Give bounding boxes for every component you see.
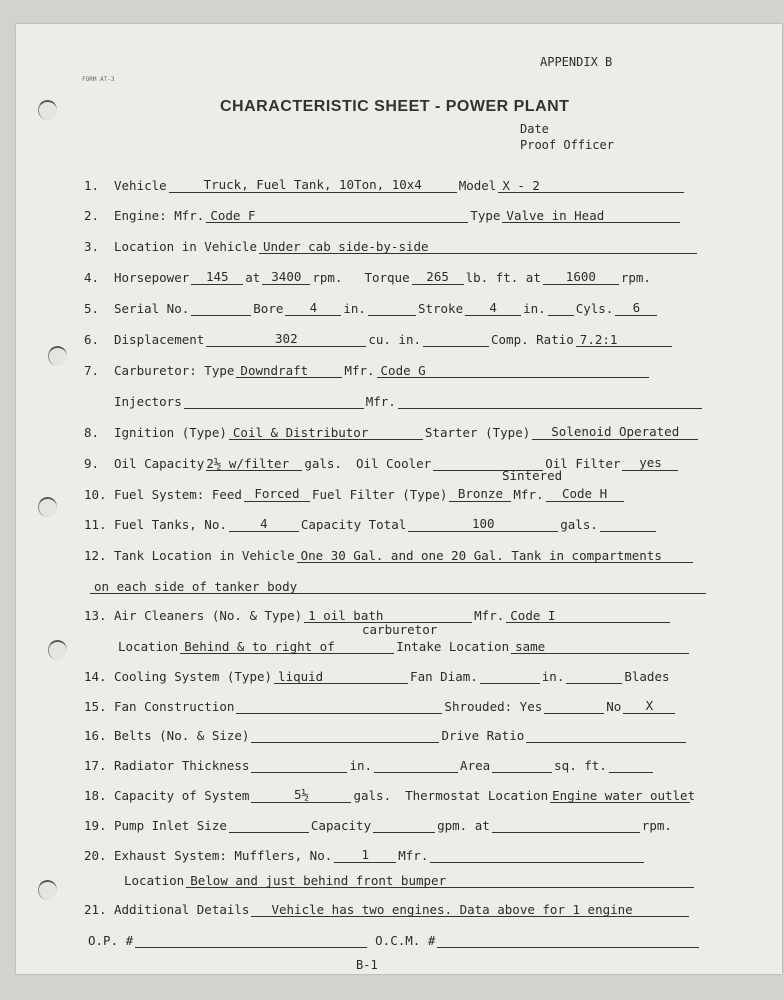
in-label: in. [523, 301, 546, 316]
tank-location-field-2[interactable]: on each side of tanker body [90, 579, 706, 594]
punch-hole [38, 100, 57, 120]
serial-label: Serial No. [114, 301, 190, 316]
ocm-field[interactable] [437, 932, 699, 948]
item-air-cleaner-location [118, 636, 691, 654]
gals-label: gals. [353, 788, 392, 803]
blank-field[interactable] [609, 757, 653, 773]
additional-details-field[interactable]: Vehicle has two engines. Data above for 1 engine [251, 902, 689, 917]
air-cleaners-mfr-field[interactable]: Code I [506, 608, 670, 623]
at-label: at [245, 270, 261, 285]
engine-type-field[interactable]: Valve in Head [502, 208, 680, 223]
engine-type-label: Type [470, 208, 501, 223]
fuel-filter-field[interactable]: Bronze [449, 486, 511, 502]
item-number: 1. [84, 178, 100, 193]
displacement-field[interactable]: 302 [206, 331, 366, 347]
area-label: Area [460, 758, 491, 773]
blades-label: Blades [624, 669, 670, 684]
location-label: Location [118, 639, 179, 654]
pump-capacity-field[interactable] [373, 817, 435, 833]
item-number: 19. [84, 818, 107, 833]
item-number: 6. [84, 332, 100, 347]
ratio-label: Comp. Ratio [491, 332, 574, 347]
capacity-total-field[interactable]: 100 [408, 516, 558, 532]
item-exhaust-location [124, 870, 696, 888]
mufflers-label: Exhaust System: Mufflers, No. [114, 848, 333, 863]
starter-field[interactable]: Solenoid Operated [532, 424, 698, 440]
item-number: 5. [84, 301, 100, 316]
mfr-label: Mfr. [474, 608, 505, 623]
oil-filter-label: Oil Filter [545, 456, 621, 471]
oil-filter-field[interactable]: yes [622, 455, 678, 471]
item-serial [84, 298, 659, 316]
torque-label: Torque [364, 270, 410, 285]
injectors-label: Injectors [114, 394, 182, 409]
blank-field[interactable] [600, 516, 656, 532]
item-additional [84, 899, 691, 917]
vehicle-field[interactable]: Truck, Fuel Tank, 10Ton, 10x4 [169, 177, 457, 193]
oil-capacity-label: Oil Capacity [114, 456, 205, 471]
cooling-system-field[interactable]: liquid [274, 669, 408, 684]
model-label: Model [458, 178, 497, 193]
capacity-field[interactable]: 5½ [251, 787, 351, 803]
bore-label: Bore [253, 301, 284, 316]
page-title: CHARACTERISTIC SHEET - POWER PLANT [220, 98, 570, 115]
shrouded-yes-field[interactable] [544, 698, 604, 714]
location-label: Location in Vehicle [114, 239, 257, 254]
item-fuel-tanks [84, 514, 658, 532]
item-number: 8. [84, 425, 100, 440]
belts-field[interactable] [251, 727, 439, 743]
area-field[interactable] [492, 757, 552, 773]
horsepower-label: Horsepower [114, 270, 190, 285]
in-label: in. [343, 301, 366, 316]
radiator-thickness-label: Radiator Thickness [114, 758, 250, 773]
rpm-label: rpm. [641, 818, 672, 833]
item-number: 9. [84, 456, 100, 471]
item-tank-location [84, 545, 695, 563]
air-cleaners-label: Air Cleaners (No. & Type) [114, 608, 303, 623]
cuin-label: cu. in. [368, 332, 421, 347]
air-cleaners-field[interactable]: 1 oil bath [304, 608, 472, 623]
item-number: 11. [84, 517, 107, 532]
item-belts [84, 725, 688, 743]
item-pump [84, 815, 672, 833]
engine-mfr-field[interactable]: Code F [206, 208, 468, 223]
cyls-label: Cyls. [575, 301, 614, 316]
carburetor-mfr-field[interactable]: Code G [377, 363, 649, 378]
cooling-system-label: Cooling System (Type) [114, 669, 273, 684]
capacity-total-label: Capacity Total [300, 517, 407, 532]
item-number: 12. [84, 548, 107, 563]
horsepower-field[interactable]: 145 [191, 269, 243, 285]
mfr-label: Mfr. [398, 848, 429, 863]
op-label: O.P. # [88, 933, 134, 948]
blank-field[interactable] [368, 300, 416, 316]
sqft-label: sq. ft. [554, 758, 607, 773]
fuel-filter-note: Sintered [502, 468, 563, 483]
capacity-label: Capacity [310, 818, 372, 833]
pump-rpm-field[interactable] [492, 817, 640, 833]
punch-hole [38, 497, 57, 517]
rpm-label: rpm. [620, 270, 651, 285]
fuel-tanks-label: Fuel Tanks, No. [114, 517, 227, 532]
in-label: in. [541, 669, 565, 684]
ignition-field[interactable]: Coil & Distributor [229, 425, 423, 440]
item-number: 16. [84, 728, 107, 743]
blank-field[interactable] [548, 300, 574, 316]
item-air-cleaners [84, 605, 672, 623]
item-fan-construction [84, 696, 677, 714]
pump-inlet-label: Pump Inlet Size [114, 818, 227, 833]
rpm-label: rpm. [312, 270, 343, 285]
item-horsepower [84, 267, 651, 285]
blades-field[interactable] [566, 668, 622, 684]
thermostat-location-field[interactable]: Engine water outlet [552, 788, 696, 803]
thermostat-location-label: Thermostat Location [405, 788, 549, 803]
proof-officer-label: Proof Officer [520, 138, 614, 152]
vehicle-label: Vehicle [114, 178, 167, 193]
injectors-field[interactable] [184, 393, 364, 409]
item-number: 20. [84, 848, 107, 863]
fan-construction-field[interactable] [236, 698, 442, 714]
item-number: 7. [84, 363, 100, 378]
item-ignition [84, 422, 700, 440]
item-number: 18. [84, 788, 107, 803]
item-number: 17. [84, 758, 107, 773]
item-cooling [84, 666, 670, 684]
item-number: 21. [84, 902, 107, 917]
hp-rpm-field[interactable]: 3400 [262, 269, 310, 285]
fan-construction-label: Fan Construction [114, 699, 235, 714]
mfr-label: Mfr. [365, 394, 396, 409]
engine-mfr-label: Engine: Mfr. [114, 208, 205, 223]
item-injectors [114, 391, 704, 409]
form-code: FORM AT-3 [82, 76, 115, 83]
oil-cooler-label: Oil Cooler [355, 456, 432, 471]
gals-label: gals. [560, 517, 598, 532]
fuel-feed-field[interactable]: Forced [244, 486, 310, 502]
carburetor-type-field[interactable]: Downdraft [236, 363, 342, 378]
mufflers-mfr-field[interactable] [430, 847, 644, 863]
fuel-tanks-field[interactable]: 4 [229, 516, 299, 532]
item-tank-location-cont [88, 576, 708, 594]
item-vehicle [84, 175, 686, 193]
item-number: 10. [84, 487, 107, 502]
mufflers-field[interactable]: 1 [334, 847, 396, 863]
mfr-label: Mfr. [344, 363, 375, 378]
item-location [84, 236, 699, 254]
oil-capacity-field[interactable]: 2½ w/filter [206, 456, 302, 471]
item-number: 4. [84, 270, 100, 285]
item-number: 15. [84, 699, 107, 714]
fan-diam-label: Fan Diam. [410, 669, 478, 684]
punch-hole [48, 346, 67, 366]
appendix-label: APPENDIX B [540, 55, 613, 69]
item-fuel-system [84, 484, 626, 502]
item-displacement [84, 329, 674, 347]
pump-inlet-field[interactable] [229, 817, 309, 833]
fuel-feed-label: Fuel System: Feed [114, 487, 242, 502]
item-number: 14. [84, 669, 107, 684]
item-carburetor [84, 360, 651, 378]
displacement-label: Displacement [114, 332, 205, 347]
torque-rpm-field[interactable]: 1600 [543, 269, 619, 285]
torque-field[interactable]: 265 [412, 269, 464, 285]
blank-field[interactable] [374, 757, 458, 773]
carburetor-type-label: Carburetor: Type [114, 363, 235, 378]
gpm-label: gpm. at [437, 818, 490, 833]
radiator-thickness-field[interactable] [251, 757, 347, 773]
location-label: Location [124, 873, 185, 888]
page-number: B-1 [356, 958, 378, 972]
cyls-field[interactable]: 6 [615, 300, 657, 316]
air-cleaner-location-note: carburetor [362, 622, 438, 637]
capacity-label: Capacity of System [114, 788, 250, 803]
in-label: in. [349, 758, 373, 773]
op-field[interactable] [135, 932, 367, 948]
punch-hole [48, 640, 67, 660]
belts-label: Belts (No. & Size) [114, 728, 250, 743]
intake-location-label: Intake Location [396, 639, 510, 654]
tank-location-label: Tank Location in Vehicle [114, 548, 295, 563]
ignition-label: Ignition (Type) [114, 425, 227, 440]
item-engine [84, 205, 682, 223]
item-op-ocm [88, 930, 701, 948]
additional-details-label: Additional Details [114, 902, 250, 917]
stroke-field[interactable]: 4 [465, 300, 521, 316]
shrouded-no-field[interactable]: X [623, 698, 675, 714]
intake-location-field[interactable]: same [511, 639, 689, 654]
drive-ratio-label: Drive Ratio [441, 728, 525, 743]
injectors-mfr-field[interactable] [398, 393, 702, 409]
tank-location-field[interactable]: One 30 Gal. and one 20 Gal. Tank in compartments [297, 548, 693, 563]
gals-label: gals. [304, 456, 342, 471]
item-capacity [84, 785, 696, 803]
serial-field[interactable] [191, 300, 251, 316]
shrouded-yes-label: Shrouded: Yes [444, 699, 543, 714]
fuel-mfr-field[interactable]: Code H [546, 486, 624, 502]
location-field[interactable]: Under cab side-by-side [259, 239, 697, 254]
item-exhaust [84, 845, 646, 863]
blank-field[interactable] [423, 331, 489, 347]
item-number: 13. [84, 608, 107, 623]
mfr-label: Mfr. [513, 487, 544, 502]
drive-ratio-field[interactable] [526, 727, 686, 743]
shrouded-no-label: No [606, 699, 622, 714]
fan-diam-field[interactable] [480, 668, 540, 684]
fuel-filter-label: Fuel Filter (Type) [311, 487, 448, 502]
item-number: 2. [84, 208, 100, 223]
punch-hole [38, 880, 57, 900]
starter-label: Starter (Type) [424, 425, 531, 440]
item-radiator [84, 755, 655, 773]
air-location-field[interactable]: Behind & to right of [180, 639, 394, 654]
stroke-label: Stroke [417, 301, 464, 316]
exhaust-location-field[interactable]: Below and just behind front bumper [186, 873, 694, 888]
lbft-label: lb. ft. at [465, 270, 541, 285]
model-field[interactable]: X - 2 [498, 178, 684, 193]
ocm-label: O.C.M. # [375, 933, 436, 948]
date-label: Date [520, 122, 549, 136]
ratio-field[interactable]: 7.2:1 [576, 332, 672, 347]
item-oil [84, 453, 680, 471]
item-number: 3. [84, 239, 100, 254]
bore-field[interactable]: 4 [285, 300, 341, 316]
